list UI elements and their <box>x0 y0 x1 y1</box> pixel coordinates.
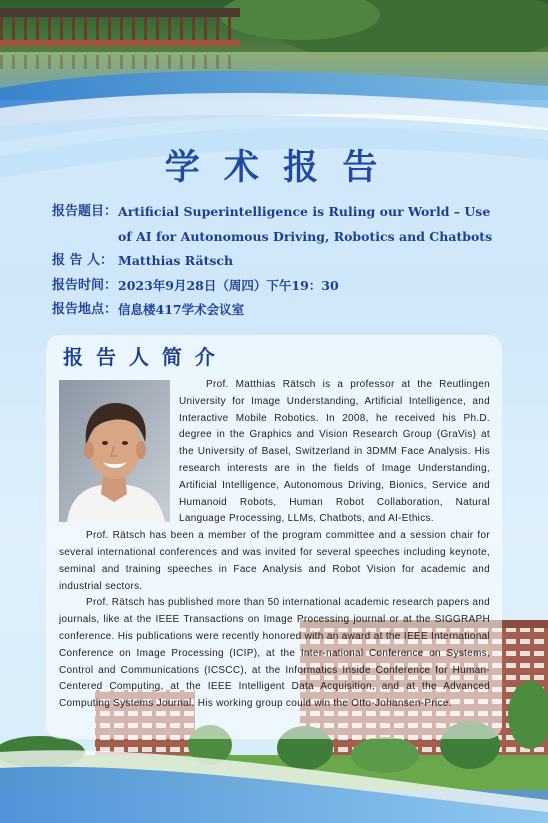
info-label: 报告题目： <box>52 204 118 219</box>
info-row-speaker <box>52 249 498 274</box>
info-label: 报告地点： <box>52 302 118 317</box>
info-value-time: 2023年9月28日（周四）下午19：30 <box>118 277 339 293</box>
info-label: 报 告 人： <box>52 253 114 268</box>
page-title: 学 术 报 告 <box>164 147 384 188</box>
info-value-location: 信息楼417学术会议室 <box>118 302 245 317</box>
bridge-roof <box>0 8 240 17</box>
speaker-bio-card <box>46 335 502 739</box>
bio-text <box>59 377 490 713</box>
bio-heading: 报 告 人 简 介 <box>63 345 218 369</box>
talk-info <box>52 200 498 323</box>
info-label: 报告时间： <box>52 277 118 293</box>
bio-paragraph: Prof. Rätsch has been a member of the program committee and a session chair for several international conferences and was invited for several speeches including keynote, seminal and training speeches in Face Analysis and Robot Vision for academic and industrial sectors. <box>59 530 490 592</box>
info-value-speaker: Matthias Rätsch <box>118 253 234 268</box>
bridge-deck <box>0 40 240 46</box>
bio-paragraph: Prof. Rätsch has published more than 50 international academic research papers and journals, like at the IEEE Transactions on Image Processing journal or at the SIGGRAPH conference. His publications were recently honored with an award at the IEEE International Conference on Image Processing (ICIP), at the Inter-national Conference on Systems, Control and Communications (ICSCC), at the Informatics Inside Conference for Human-Centered Computing, at the IEEE Intelligent Data Acquisition, and at the Advanced Computing Systems Journal. His working group could win the Otto-Johansen-Price. <box>59 597 490 710</box>
speaker-photo <box>59 380 170 522</box>
info-row-topic <box>52 200 498 249</box>
bridge-columns <box>0 17 240 43</box>
info-value-topic: Artificial Superintelligence is Ruling our World – Use of AI for Autonomous Driving, Robotics and Chatbots <box>118 204 493 244</box>
info-row-location <box>52 298 498 323</box>
bio-paragraph: Prof. Matthias Rätsch is a professor at the Reutlingen University for Image Understanding, Artificial Intelligence, and Interactive Mobile Robotics. In 2008, he received his Ph.D. degree in the Graphics and Vision Research Group (GraVis) at the University of Basel, Switzerland in 3DMM Face Analysis. His research interests are in the fields of Image Understanding, Artificial Intelligence, Autonomous Driving, Bionics, Service and Humanoid Robots, Human Robot Collaboration, Natural Language Processing, LLMs, Chatbots, and AI-Ethics. <box>179 379 490 525</box>
info-row-time <box>52 274 498 299</box>
